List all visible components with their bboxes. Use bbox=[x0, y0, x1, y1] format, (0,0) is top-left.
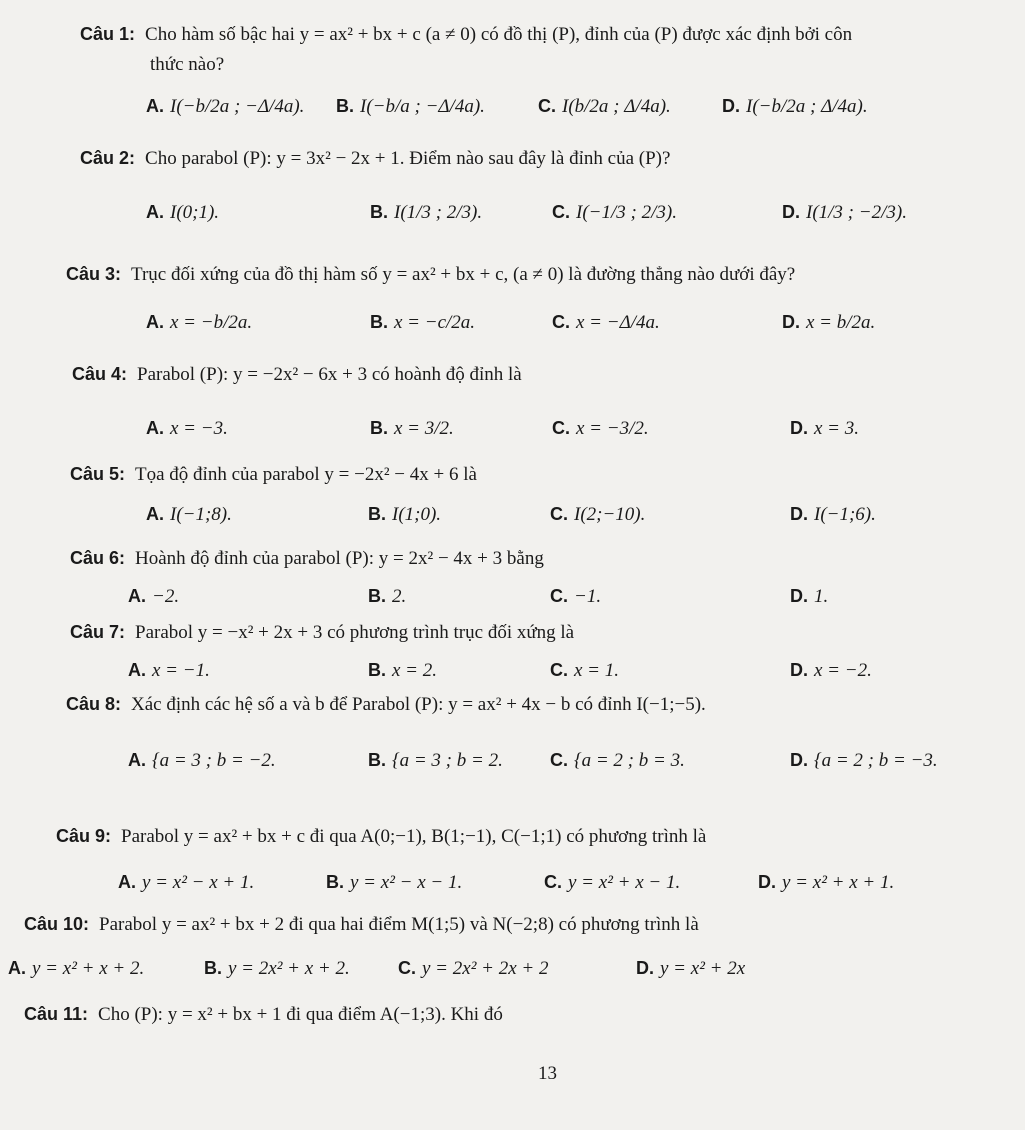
option-c: C. y = x² + x − 1. bbox=[544, 872, 681, 893]
option-c: C. x = −3/2. bbox=[552, 418, 649, 439]
option-d: D. x = −2. bbox=[790, 660, 872, 681]
page-number: 13 bbox=[538, 1063, 557, 1084]
question-number: Câu 4: bbox=[72, 364, 128, 384]
option-b: B. x = 3/2. bbox=[370, 418, 454, 439]
question-text: Tọa độ đỉnh của parabol y = −2x² − 4x + 6 là bbox=[135, 464, 477, 485]
option-c: C. I(2;−10). bbox=[550, 504, 646, 525]
question-text: Parabol (P): y = −2x² − 6x + 3 có hoành độ đỉnh là bbox=[137, 364, 522, 385]
option-d: D. I(−1;6). bbox=[790, 504, 876, 525]
option-a: A. I(−1;8). bbox=[146, 504, 232, 525]
question-text: Parabol y = −x² + 2x + 3 có phương trình trục đối xứng là bbox=[135, 622, 575, 643]
option-d: D. y = x² + x + 1. bbox=[758, 872, 895, 893]
question-text: Hoành độ đỉnh của parabol (P): y = 2x² − 4x + 3 bằng bbox=[135, 548, 544, 569]
question-text: Cho parabol (P): y = 3x² − 2x + 1. Điểm nào sau đây là đỉnh của (P)? bbox=[145, 148, 671, 169]
question-text: Cho hàm số bậc hai y = ax² + bx + c (a ≠ 0) có đồ thị (P), đỉnh của (P) được xác định bởi côn bbox=[145, 24, 853, 45]
question-number: Câu 11: bbox=[24, 1004, 89, 1024]
question-number: Câu 9: bbox=[56, 826, 112, 846]
option-c: C. x = 1. bbox=[550, 660, 620, 681]
option-a: A. x = −3. bbox=[146, 418, 228, 439]
question-text-continued: thức nào? bbox=[150, 54, 225, 75]
option-c: C. −1. bbox=[550, 586, 602, 607]
question-number: Câu 10: bbox=[24, 914, 90, 934]
option-c: C. I(−1/3 ; 2/3). bbox=[552, 202, 677, 223]
question-number: Câu 6: bbox=[70, 548, 126, 568]
option-b: B. I(−b/a ; −Δ/4a). bbox=[336, 96, 485, 117]
option-a: A. −2. bbox=[128, 586, 180, 607]
question-text: Trục đối xứng của đồ thị hàm số y = ax² + bx + c, (a ≠ 0) là đường thẳng nào dưới đây? bbox=[131, 264, 796, 285]
option-d: D. x = b/2a. bbox=[782, 312, 876, 333]
question-number: Câu 1: bbox=[80, 24, 136, 44]
option-a: A. y = x² − x + 1. bbox=[118, 872, 255, 893]
option-b: B. y = x² − x − 1. bbox=[326, 872, 463, 893]
option-a: A. y = x² + x + 2. bbox=[8, 958, 145, 979]
option-b: B. x = 2. bbox=[368, 660, 438, 681]
option-a: A. {a = 3 ; b = −2. bbox=[128, 750, 276, 771]
question-number: Câu 8: bbox=[66, 694, 122, 714]
question-text: Parabol y = ax² + bx + 2 đi qua hai điểm M(1;5) và N(−2;8) có phương trình là bbox=[99, 914, 699, 935]
question-text: Cho (P): y = x² + bx + 1 đi qua điểm A(−1;3). Khi đó bbox=[98, 1004, 503, 1025]
option-a: A. I(−b/2a ; −Δ/4a). bbox=[146, 96, 305, 117]
option-b: B. I(1/3 ; 2/3). bbox=[370, 202, 483, 223]
option-c: C. I(b/2a ; Δ/4a). bbox=[538, 96, 671, 117]
option-a: A. I(0;1). bbox=[146, 202, 220, 223]
question-number: Câu 3: bbox=[66, 264, 122, 284]
question-number: Câu 2: bbox=[80, 148, 136, 168]
option-b: B. x = −c/2a. bbox=[370, 312, 476, 333]
question-text: Parabol y = ax² + bx + c đi qua A(0;−1), B(1;−1), C(−1;1) có phương trình là bbox=[121, 826, 707, 847]
question-text: Xác định các hệ số a và b để Parabol (P): y = ax² + 4x − b có đỉnh I(−1;−5). bbox=[131, 694, 706, 715]
option-d: D. 1. bbox=[790, 586, 829, 607]
option-d: D. I(−b/2a ; Δ/4a). bbox=[722, 96, 868, 117]
option-c: C. {a = 2 ; b = 3. bbox=[550, 750, 685, 771]
option-c: C. x = −Δ/4a. bbox=[552, 312, 660, 333]
option-b: B. I(1;0). bbox=[368, 504, 442, 525]
option-d: D. x = 3. bbox=[790, 418, 860, 439]
question-number: Câu 5: bbox=[70, 464, 126, 484]
option-c: C. y = 2x² + 2x + 2 bbox=[398, 958, 549, 979]
option-d: D. y = x² + 2x bbox=[636, 958, 746, 979]
option-b: B. 2. bbox=[368, 586, 407, 607]
option-a: A. x = −b/2a. bbox=[146, 312, 253, 333]
option-d: D. I(1/3 ; −2/3). bbox=[782, 202, 907, 223]
question-number: Câu 7: bbox=[70, 622, 126, 642]
option-b: B. y = 2x² + x + 2. bbox=[204, 958, 350, 979]
option-a: A. x = −1. bbox=[128, 660, 210, 681]
option-b: B. {a = 3 ; b = 2. bbox=[368, 750, 503, 771]
option-d: D. {a = 2 ; b = −3. bbox=[790, 750, 938, 771]
